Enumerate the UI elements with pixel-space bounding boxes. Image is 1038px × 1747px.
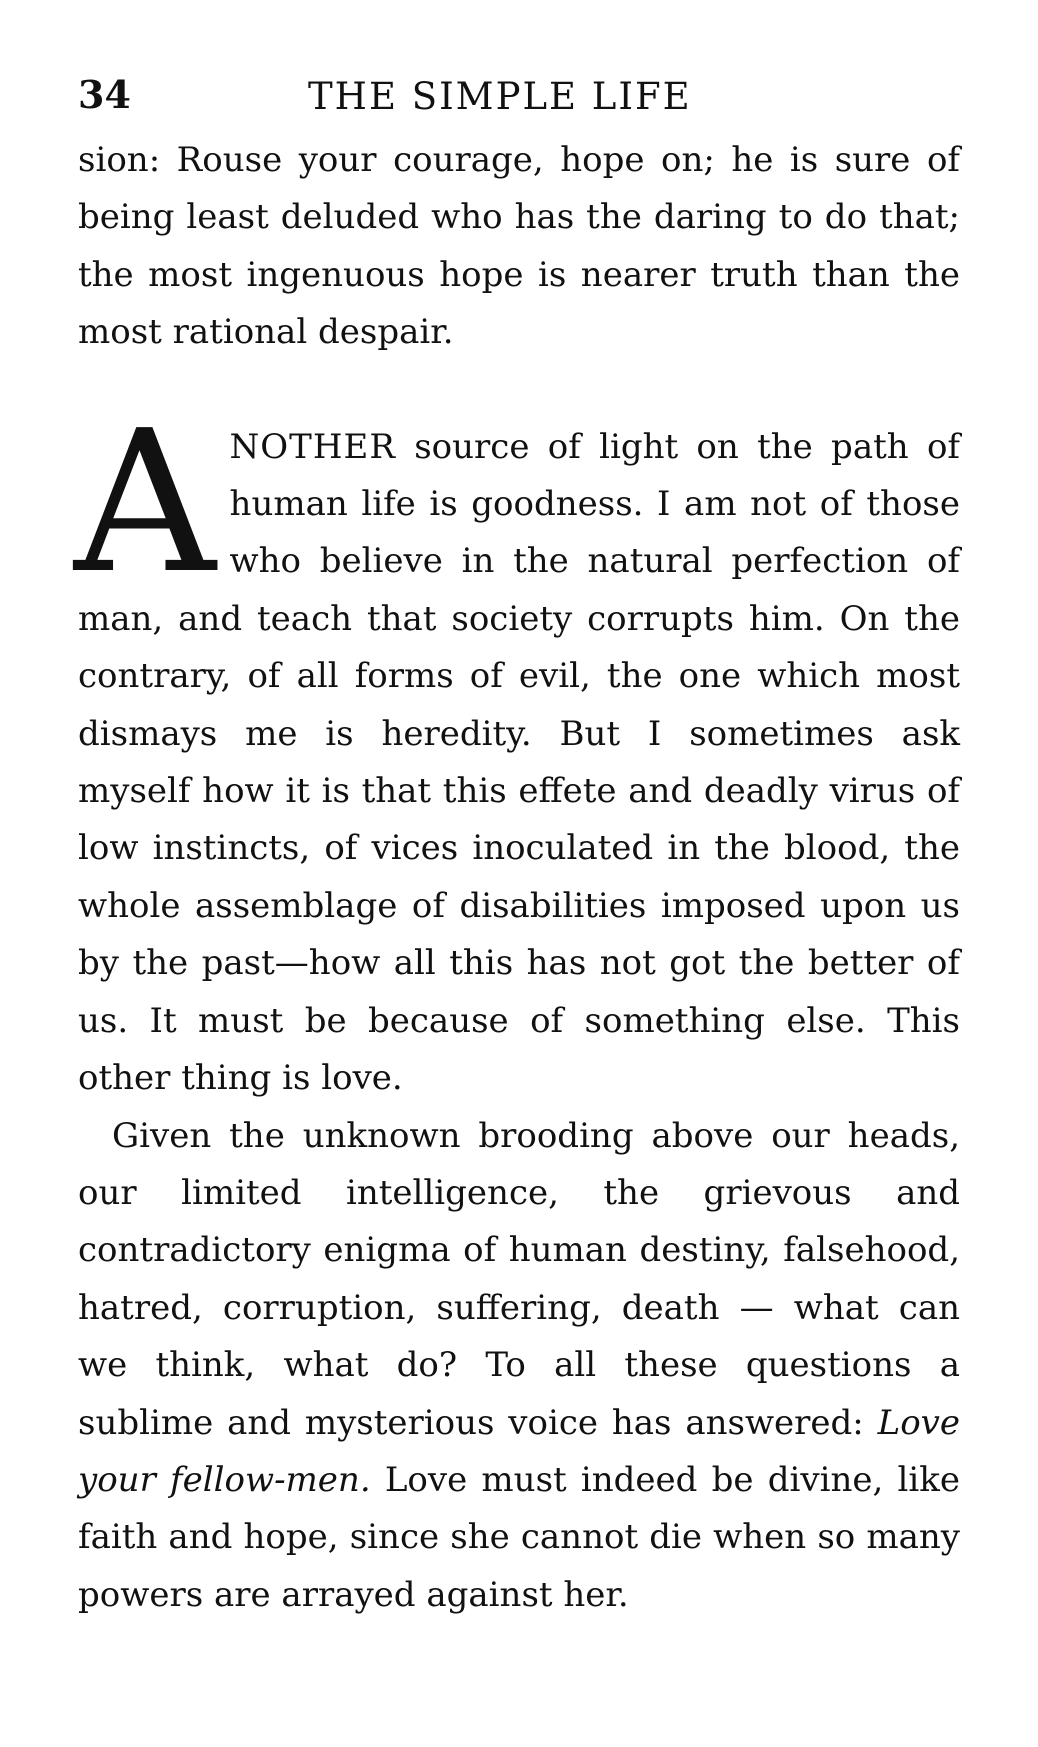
- paragraph-1: sion: Rouse your courage, hope on; he is sure of being least deluded who has the daring to do that; the most ingenuous hope is nearer truth than the most rational despair.: [78, 140, 960, 353]
- book-page: [74, 72, 960, 1624]
- paragraph-3-text-before: Given the unknown brooding above our heads, our limited intelligence, the grievous and contradictory enigma of human destiny, falsehood, hatred, corruption, suffering, death — what can we think, what do? To all these questions a sublime and mysterious voice has answered:: [78, 1115, 960, 1443]
- drop-cap: A: [74, 388, 216, 617]
- running-head: [78, 72, 960, 132]
- body-text: [74, 132, 960, 1624]
- italic-quote: Love your fellow-men.: [78, 1402, 960, 1500]
- running-title: THE SIMPLE LIFE: [308, 75, 692, 118]
- paragraph-3-text-after: Love must indeed be divine, like faith and hope, since she cannot die when so many powers are arrayed against her.: [78, 1459, 960, 1615]
- page-number: 34: [78, 72, 131, 117]
- paragraph-3: [78, 1108, 960, 1625]
- lead-caps: NOTHER: [229, 426, 396, 467]
- paragraph-2: [74, 388, 960, 1108]
- paragraph-2-text: source of light on the path of human life is goodness. I am not of those who believe in the natural perfection of man, and teach that society corrupts him. On the contrary, of all forms of evil, the one which most dismays me is heredity. But I sometimes ask myself how it is that this effete and deadly virus of low instincts, of vices inoculated in the blood, the whole assemblage of disabilities imposed upon us by the past—how all this has not got the better of us. It must be because of something else. This other thing is love.: [78, 426, 960, 1099]
